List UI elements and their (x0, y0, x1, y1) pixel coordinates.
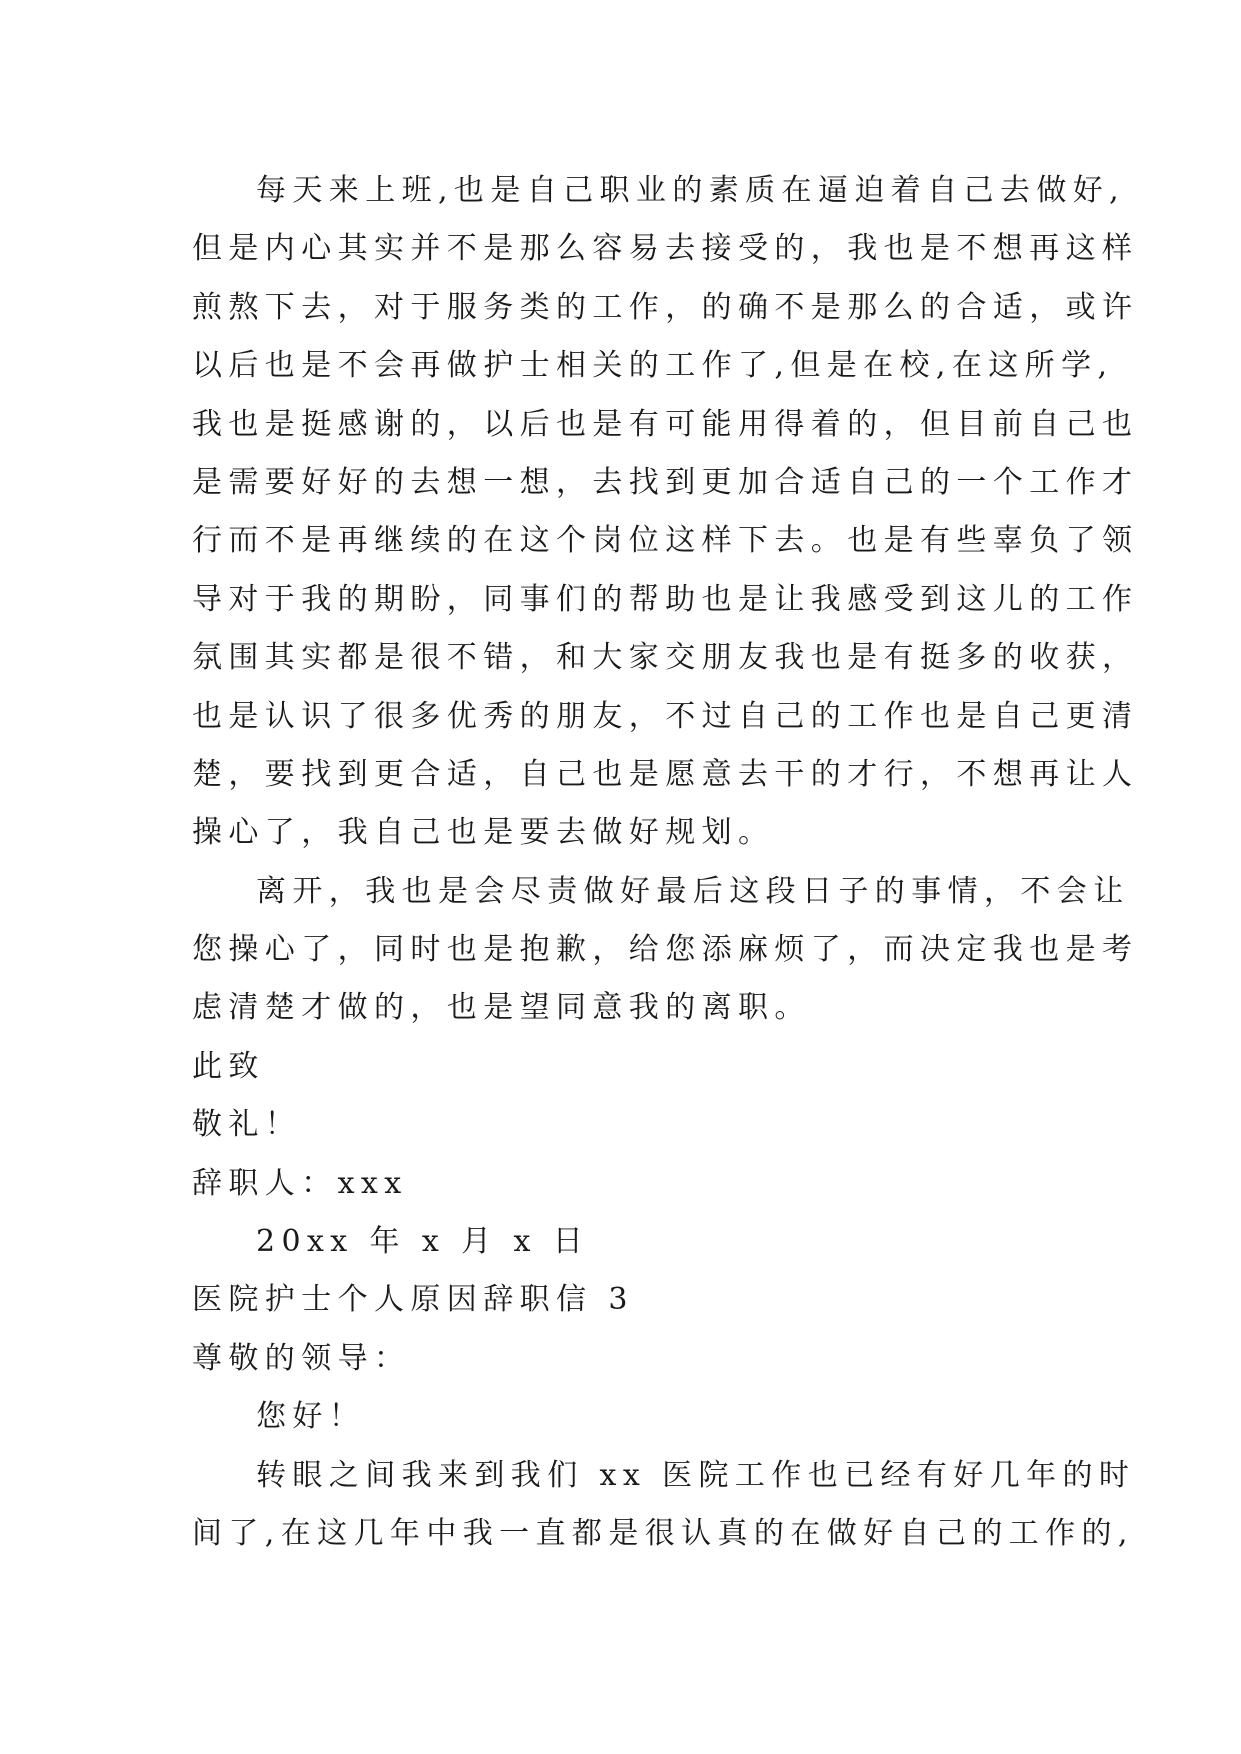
closing-salutation: 此致 (192, 1048, 265, 1084)
paragraph-line: 离开，我也是会尽责做好最后这段日子的事情，不会让 (256, 873, 1130, 909)
signature-line: 辞职人：xxx (192, 1165, 408, 1201)
paragraph-line: 但是内心其实并不是那么容易去接受的，我也是不想再这样 (192, 231, 1139, 267)
paragraph-line: 间了,在这几年中我一直都是很认真的在做好自己的工作的, (192, 1515, 1134, 1551)
paragraph-line: 转眼之间我来到我们 xx 医院工作也已经有好几年的时 (256, 1457, 1136, 1493)
section-title: 医院护士个人原因辞职信 3 (192, 1282, 634, 1318)
paragraph-line: 也是认识了很多优秀的朋友，不过自己的工作也是自己更清 (192, 698, 1139, 734)
paragraph-line: 虑清楚才做的，也是望同意我的离职。 (192, 990, 811, 1026)
paragraph-line: 氛围其实都是很不错，和大家交朋友我也是有挺多的收获， (192, 640, 1139, 676)
paragraph-line: 您操心了，同时也是抱歉，给您添麻烦了，而决定我也是考 (192, 932, 1139, 968)
paragraph-line: 我也是挺感谢的，以后也是有可能用得着的，但目前自己也 (192, 406, 1139, 442)
paragraph-line: 以后也是不会再做护士相关的工作了,但是在校,在这所学, (192, 348, 1114, 384)
paragraph-line: 操心了，我自己也是要去做好规划。 (192, 815, 775, 851)
greeting-recipient: 尊敬的领导： (192, 1340, 411, 1376)
paragraph-line: 楚，要找到更合适，自己也是愿意去干的才行，不想再让人 (192, 756, 1139, 792)
paragraph-line: 导对于我的期盼，同事们的帮助也是让我感受到这儿的工作 (192, 581, 1139, 617)
greeting-hello: 您好！ (256, 1399, 366, 1435)
paragraph-line: 是需要好好的去想一想，去找到更加合适自己的一个工作才 (192, 464, 1139, 500)
date-line: 20xx 年 x 月 x 日 (256, 1224, 590, 1260)
closing-regards: 敬礼！ (192, 1107, 302, 1143)
paragraph-line: 行而不是再继续的在这个岗位这样下去。也是有些辜负了领 (192, 523, 1139, 559)
paragraph-line: 每天来上班,也是自己职业的素质在逼迫着自己去做好, (256, 173, 1126, 208)
document-body (192, 162, 1139, 1563)
paragraph-line: 煎熬下去，对于服务类的工作，的确不是那么的合适，或许 (192, 289, 1139, 325)
